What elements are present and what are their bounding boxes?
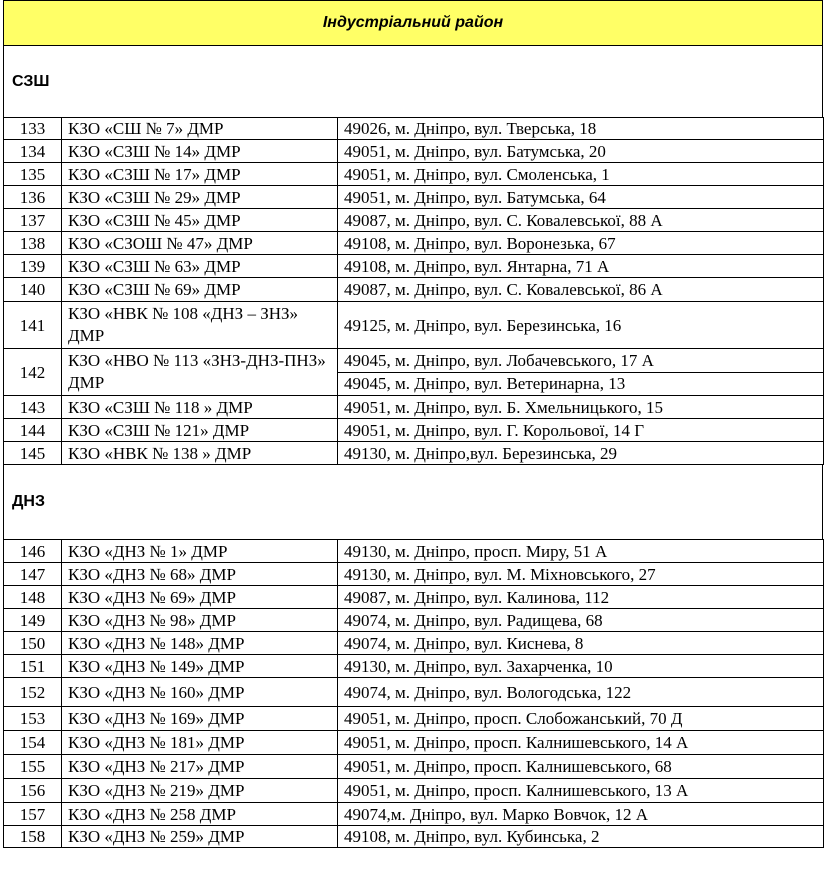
table-row xyxy=(4,419,824,442)
institution-address: 49108, м. Дніпро, вул. Янтарна, 71 А xyxy=(338,255,824,278)
table-row xyxy=(4,563,824,586)
table-row xyxy=(4,396,824,419)
institution-address: 49108, м. Дніпро, вул. Воронезька, 67 xyxy=(338,232,824,255)
institution-name: КЗО «ДНЗ № 259» ДМР xyxy=(62,826,338,848)
institution-name: КЗО «ДНЗ № 148» ДМР xyxy=(62,632,338,655)
kindergartens-table-body xyxy=(4,540,824,848)
institution-address: 49074, м. Дніпро, вул. Радищева, 68 xyxy=(338,609,824,632)
row-number: 144 xyxy=(4,419,62,442)
institution-name: КЗО «СШ № 7» ДМР xyxy=(62,118,338,140)
institution-name: КЗО «СЗШ № 29» ДМР xyxy=(62,186,338,209)
table-row xyxy=(4,826,824,848)
institution-address: 49051, м. Дніпро, просп. Калнишевського, 14 А xyxy=(338,731,824,755)
institution-name: КЗО «СЗШ № 14» ДМР xyxy=(62,140,338,163)
row-number: 133 xyxy=(4,118,62,140)
table-row xyxy=(4,209,824,232)
row-number: 147 xyxy=(4,563,62,586)
institution-address: 49087, м. Дніпро, вул. С. Ковалевської, 86 А xyxy=(338,278,824,302)
row-number: 139 xyxy=(4,255,62,278)
institution-name: КЗО «ДНЗ № 169» ДМР xyxy=(62,707,338,731)
institution-name: КЗО «ДНЗ № 149» ДМР xyxy=(62,655,338,678)
row-number: 153 xyxy=(4,707,62,731)
table-row xyxy=(4,540,824,563)
institution-address: 49130, м. Дніпро, вул. Захарченка, 10 xyxy=(338,655,824,678)
institution-name: КЗО «СЗШ № 17» ДМР xyxy=(62,163,338,186)
institution-address: 49026, м. Дніпро, вул. Тверська, 18 xyxy=(338,118,824,140)
row-number: 138 xyxy=(4,232,62,255)
institution-address: 49051, м. Дніпро, просп. Калнишевського, 13 А xyxy=(338,779,824,803)
institution-name: КЗО «СЗШ № 121» ДМР xyxy=(62,419,338,442)
table-row xyxy=(4,731,824,755)
table-row xyxy=(4,655,824,678)
institution-address: 49108, м. Дніпро, вул. Кубинська, 2 xyxy=(338,826,824,848)
institution-address: 49051, м. Дніпро, вул. Б. Хмельницького, 15 xyxy=(338,396,824,419)
section-header-dnz xyxy=(3,465,823,539)
table-row xyxy=(4,586,824,609)
institution-address: 49074,м. Дніпро, вул. Марко Вовчок, 12 А xyxy=(338,803,824,826)
row-number: 135 xyxy=(4,163,62,186)
kindergartens-table xyxy=(3,539,824,848)
table-row xyxy=(4,186,824,209)
institution-address: 49125, м. Дніпро, вул. Березинська, 16 xyxy=(338,302,824,349)
table-row xyxy=(4,803,824,826)
schools-table xyxy=(3,117,824,465)
row-number: 154 xyxy=(4,731,62,755)
table-row xyxy=(4,442,824,465)
institution-name: КЗО «ДНЗ № 69» ДМР xyxy=(62,586,338,609)
institution-name: КЗО «ДНЗ № 98» ДМР xyxy=(62,609,338,632)
row-number: 151 xyxy=(4,655,62,678)
institution-name: КЗО «ДНЗ № 217» ДМР xyxy=(62,755,338,779)
institution-address: 49051, м. Дніпро, просп. Слобожанський, 70 Д xyxy=(338,707,824,731)
institution-name: КЗО «НВК № 108 «ДНЗ – ЗНЗ» ДМР xyxy=(62,302,338,349)
table-row xyxy=(4,349,824,373)
institution-address: 49074, м. Дніпро, вул. Киснева, 8 xyxy=(338,632,824,655)
institution-address: 49087, м. Дніпро, вул. Калинова, 112 xyxy=(338,586,824,609)
section-header-szsh xyxy=(3,46,823,117)
table-row xyxy=(4,118,824,140)
table-row xyxy=(4,755,824,779)
row-number: 137 xyxy=(4,209,62,232)
table-row xyxy=(4,232,824,255)
institution-address: 49051, м. Дніпро, вул. Смоленська, 1 xyxy=(338,163,824,186)
institution-name: КЗО «СЗШ № 118 » ДМР xyxy=(62,396,338,419)
institution-address: 49130, м. Дніпро, просп. Миру, 51 А xyxy=(338,540,824,563)
institution-name: КЗО «НВК № 138 » ДМР xyxy=(62,442,338,465)
row-number: 134 xyxy=(4,140,62,163)
table-row xyxy=(4,255,824,278)
institution-name: КЗО «ДНЗ № 1» ДМР xyxy=(62,540,338,563)
row-number: 142 xyxy=(4,349,62,396)
institution-name: КЗО «ДНЗ № 219» ДМР xyxy=(62,779,338,803)
institution-name: КЗО «ДНЗ № 258 ДМР xyxy=(62,803,338,826)
table-row xyxy=(4,779,824,803)
table-row xyxy=(4,609,824,632)
institution-name: КЗО «ДНЗ № 68» ДМР xyxy=(62,563,338,586)
row-number: 158 xyxy=(4,826,62,848)
institution-name: КЗО «ДНЗ № 181» ДМР xyxy=(62,731,338,755)
row-number: 149 xyxy=(4,609,62,632)
institution-address: 49087, м. Дніпро, вул. С. Ковалевської, 88 А xyxy=(338,209,824,232)
table-row xyxy=(4,632,824,655)
institution-name: КЗО «СЗШ № 63» ДМР xyxy=(62,255,338,278)
section-title: СЗШ xyxy=(12,72,50,90)
table-row xyxy=(4,302,824,349)
institution-name: КЗО «НВО № 113 «ЗНЗ-ДНЗ-ПНЗ» ДМР xyxy=(62,349,338,396)
row-number: 145 xyxy=(4,442,62,465)
institution-address: 49051, м. Дніпро, вул. Г. Корольової, 14 Г xyxy=(338,419,824,442)
institution-name: КЗО «СЗШ № 69» ДМР xyxy=(62,278,338,302)
institution-address-secondary: 49045, м. Дніпро, вул. Ветеринарна, 13 xyxy=(338,372,824,396)
row-number: 156 xyxy=(4,779,62,803)
row-number: 146 xyxy=(4,540,62,563)
institution-name: КЗО «СЗОШ № 47» ДМР xyxy=(62,232,338,255)
institution-address: 49051, м. Дніпро, вул. Батумська, 64 xyxy=(338,186,824,209)
institution-address: 49051, м. Дніпро, просп. Калнишевського, 68 xyxy=(338,755,824,779)
institution-name: КЗО «ДНЗ № 160» ДМР xyxy=(62,678,338,707)
institution-address: 49045, м. Дніпро, вул. Лобачевського, 17 А xyxy=(338,349,824,373)
district-title: Індустріальний район xyxy=(322,14,504,31)
row-number: 155 xyxy=(4,755,62,779)
institution-address: 49074, м. Дніпро, вул. Вологодська, 122 xyxy=(338,678,824,707)
table-row xyxy=(4,707,824,731)
row-number: 140 xyxy=(4,278,62,302)
district-header xyxy=(3,0,823,46)
table-row xyxy=(4,678,824,707)
section-title: ДНЗ xyxy=(12,493,45,510)
table-row xyxy=(4,140,824,163)
institution-address: 49051, м. Дніпро, вул. Батумська, 20 xyxy=(338,140,824,163)
institution-address: 49130, м. Дніпро, вул. М. Міхновського, 27 xyxy=(338,563,824,586)
schools-table-body xyxy=(4,118,824,465)
table-row xyxy=(4,278,824,302)
document xyxy=(3,0,823,848)
row-number: 157 xyxy=(4,803,62,826)
row-number: 148 xyxy=(4,586,62,609)
row-number: 143 xyxy=(4,396,62,419)
institution-address: 49130, м. Дніпро,вул. Березинська, 29 xyxy=(338,442,824,465)
row-number: 141 xyxy=(4,302,62,349)
row-number: 136 xyxy=(4,186,62,209)
row-number: 152 xyxy=(4,678,62,707)
row-number: 150 xyxy=(4,632,62,655)
institution-name: КЗО «СЗШ № 45» ДМР xyxy=(62,209,338,232)
table-row xyxy=(4,163,824,186)
